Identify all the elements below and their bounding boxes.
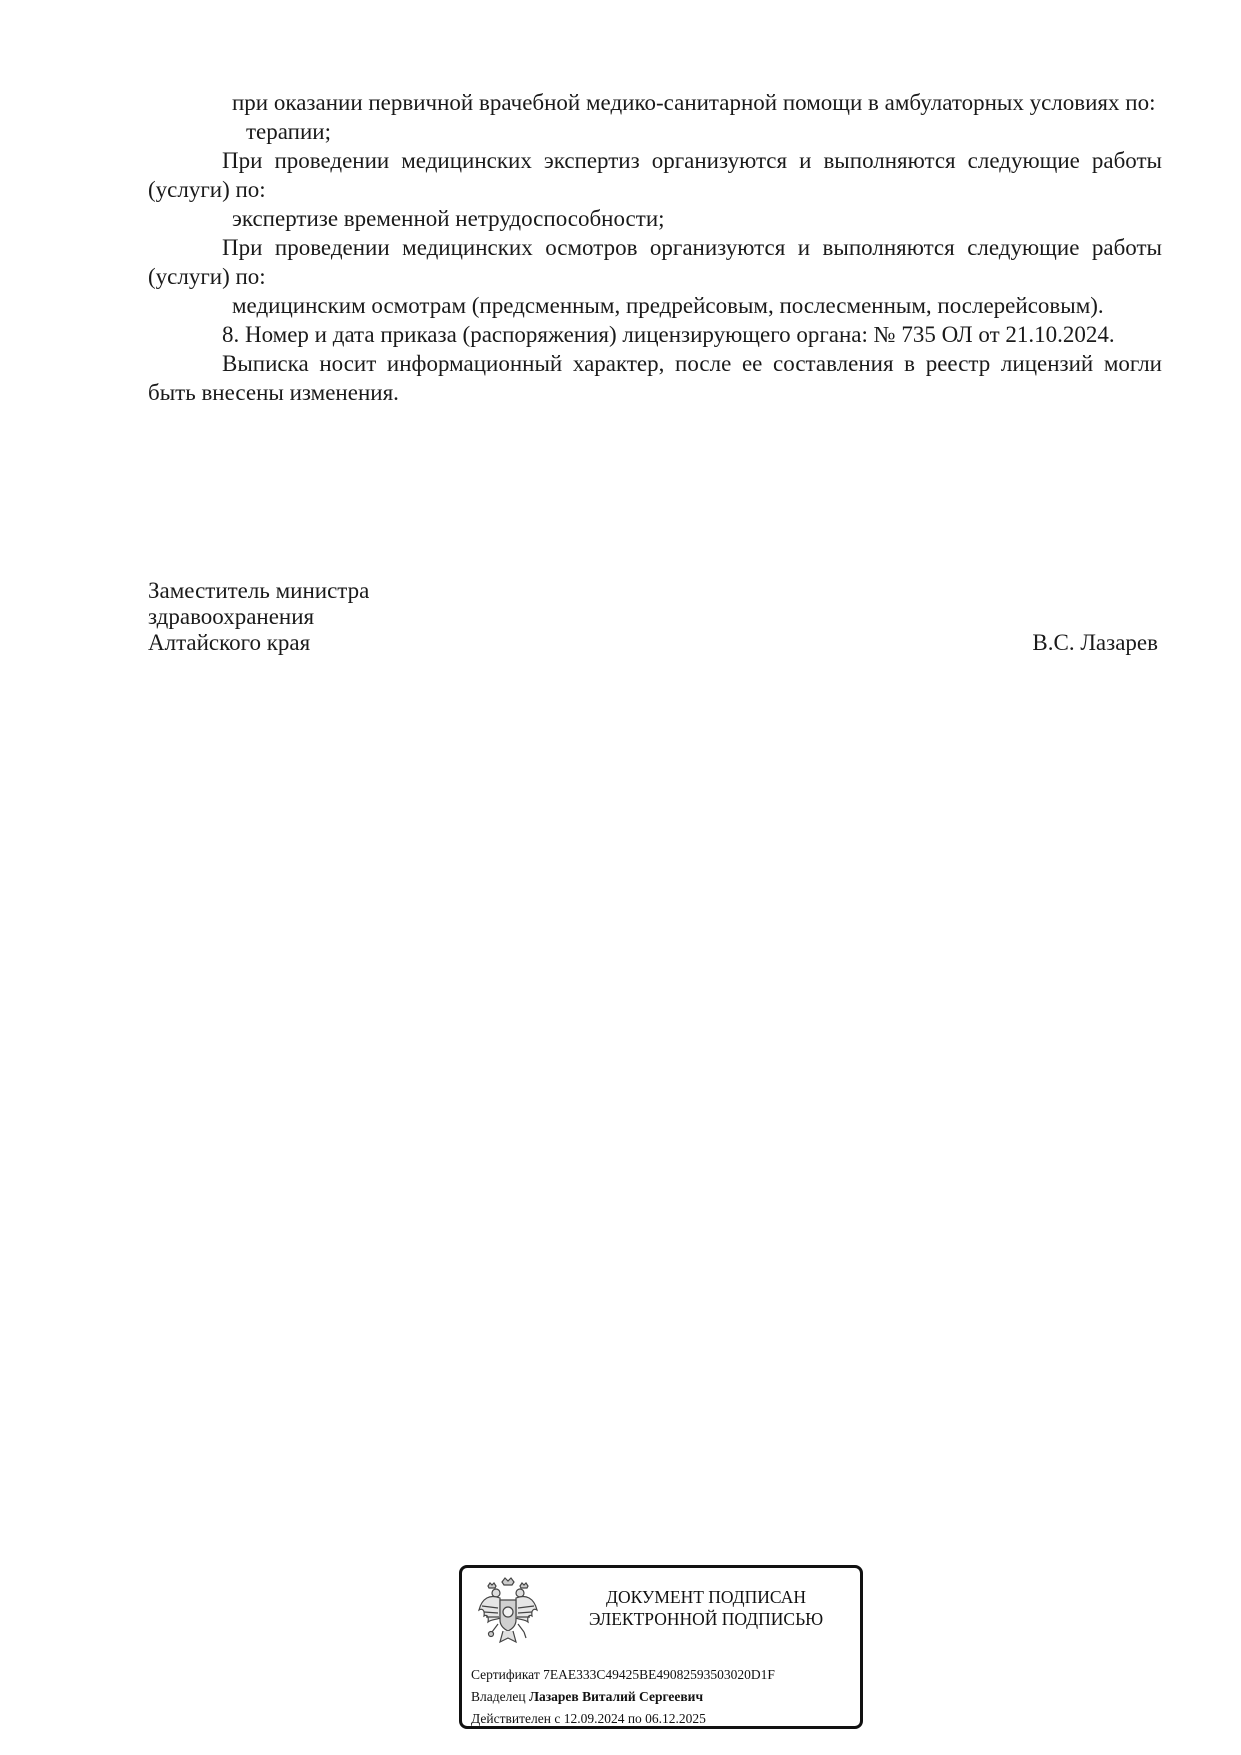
stamp-owner-label: Владелец [471,1689,526,1704]
stamp-validity-from: 12.09.2024 [563,1711,625,1726]
signatory-position-line-1: Заместитель министра [148,578,370,603]
paragraph-exams-intro: При проведении медицинских осмотров организуются и выполняются следующие работы (услуги) по: [148,235,1162,289]
stamp-validity-to-prefix: по [627,1711,642,1726]
stamp-owner-value: Лазарев Виталий Сергеевич [528,1689,704,1704]
paragraph-primary-care: при оказании первичной врачебной медико-санитарной помощи в амбулаторных условиях по: [232,90,1156,115]
paragraph-disclaimer: Выписка носит информационный характер, после ее составления в реестр лицензий могли быть внесены изменения. [148,351,1162,405]
signatory-name: В.С. Лазарев [1032,630,1158,655]
stamp-validity-from-prefix: с [554,1711,561,1726]
russian-coat-of-arms-icon [476,1576,540,1652]
paragraph-disability-expertise: экспертизе временной нетрудоспособности; [232,206,665,231]
paragraph-expertise-intro: При проведении медицинских экспертиз организуются и выполняются следующие работы (услуги) по: [148,148,1162,202]
stamp-validity-to: 06.12.2025 [645,1711,706,1726]
stamp-validity [471,1711,706,1727]
electronic-signature-stamp [459,1565,863,1729]
document-body [148,88,1162,407]
stamp-certificate-value: 7EAE333C49425BE49082593503020D1F [543,1667,775,1682]
stamp-certificate-label: Сертификат [471,1667,540,1682]
stamp-certificate [471,1667,775,1683]
paragraph-order-number: 8. Номер и дата приказа (распоряжения) лицензирующего органа: № 735 ОЛ от 21.10.2024. [222,322,1115,347]
stamp-title-line-1: ДОКУМЕНТ ПОДПИСАН [606,1587,806,1607]
signatory-position-line-3: Алтайского края [148,630,311,655]
paragraph-therapy: терапии; [246,119,331,144]
signature-block [148,578,1158,656]
stamp-owner [471,1689,703,1705]
stamp-title [562,1586,850,1630]
paragraph-medical-exams: медицинским осмотрам (предсменным, предрейсовым, послесменным, послерейсовым). [232,293,1104,318]
stamp-title-line-2: ЭЛЕКТРОННОЙ ПОДПИСЬЮ [588,1609,824,1629]
stamp-validity-label: Действителен [471,1711,551,1726]
signatory-position-line-2: здравоохранения [148,604,315,629]
